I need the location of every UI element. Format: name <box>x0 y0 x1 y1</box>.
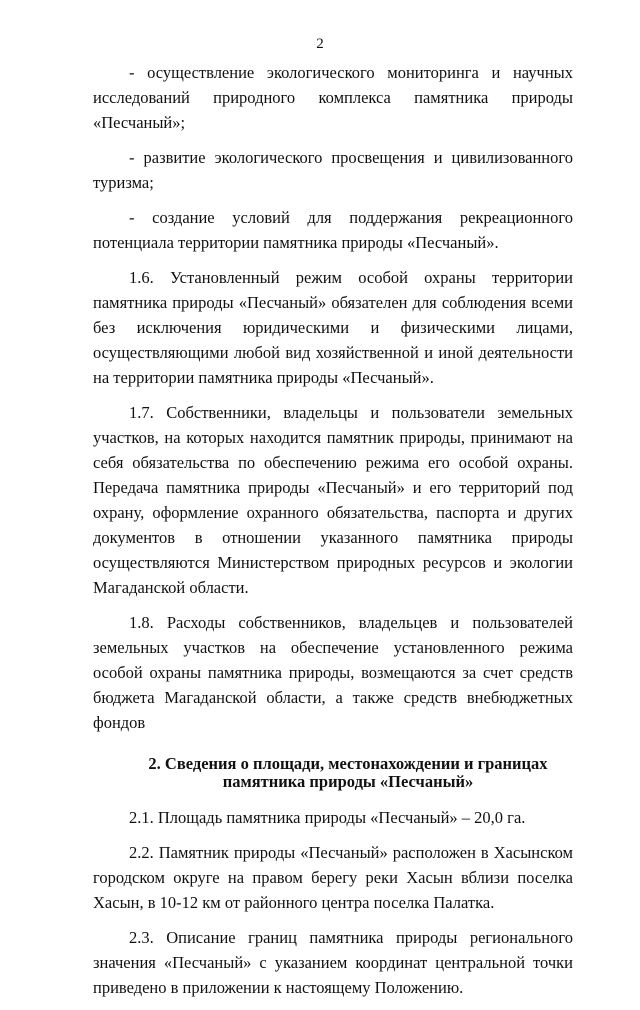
paragraph-1-7: 1.7. Собственники, владельцы и пользователи земельных участков, на которых находится памятник природы, принимают на себя обязательства по обеспечению режима его особой охраны. Передача памятника природы «Песчаный» и его территорий под охрану, оформление охранного обязательства, паспорта и других документов в отношении указанного памятника природы осуществляются Министерством природных ресурсов и экологии Магаданской области. <box>93 403 573 597</box>
bullet-education: - развитие экологического просвещения и цивилизованного туризма; <box>93 148 573 192</box>
paragraph-2-2: 2.2. Памятник природы «Песчаный» расположен в Хасынском городском округе на правом берегу реки Хасын вблизи поселка Хасын, в 10-12 км от районного центра поселка Палатка. <box>93 843 573 912</box>
section-2-heading-line1: 2. Сведения о площади, местонахождении и границах <box>148 754 548 773</box>
section-2-heading <box>93 755 573 791</box>
paragraph-1-8: 1.8. Расходы собственников, владельцев и пользователей земельных участков на обеспечение установленного режима особой охраны памятника природы, возмещаются за счет средств бюджета Магаданской области, а также средств внебюджетных фондов <box>93 613 573 732</box>
paragraph-2-3: 2.3. Описание границ памятника природы регионального значения «Песчаный» с указанием координат центральной точки приведено в приложении к настоящему Положению. <box>93 928 573 997</box>
page-number: 2 <box>316 36 324 52</box>
paragraph-1-6: 1.6. Установленный режим особой охраны территории памятника природы «Песчаный» обязателен для соблюдения всеми без исключения юридическими и физическими лицами, осуществляющими любой вид хозяйственной и иной деятельности на территории памятника природы «Песчаный». <box>93 268 573 387</box>
document-body <box>93 60 573 1010</box>
bullet-monitoring: - осуществление экологического мониторинга и научных исследований природного комплекса памятника природы «Песчаный»; <box>93 63 573 132</box>
section-2-heading-line2: памятника природы «Песчаный» <box>222 772 474 791</box>
paragraph-2-1: 2.1. Площадь памятника природы «Песчаный» – 20,0 га. <box>129 808 526 827</box>
bullet-recreation: - создание условий для поддержания рекреационного потенциала территории памятника природы «Песчаный». <box>93 208 573 252</box>
